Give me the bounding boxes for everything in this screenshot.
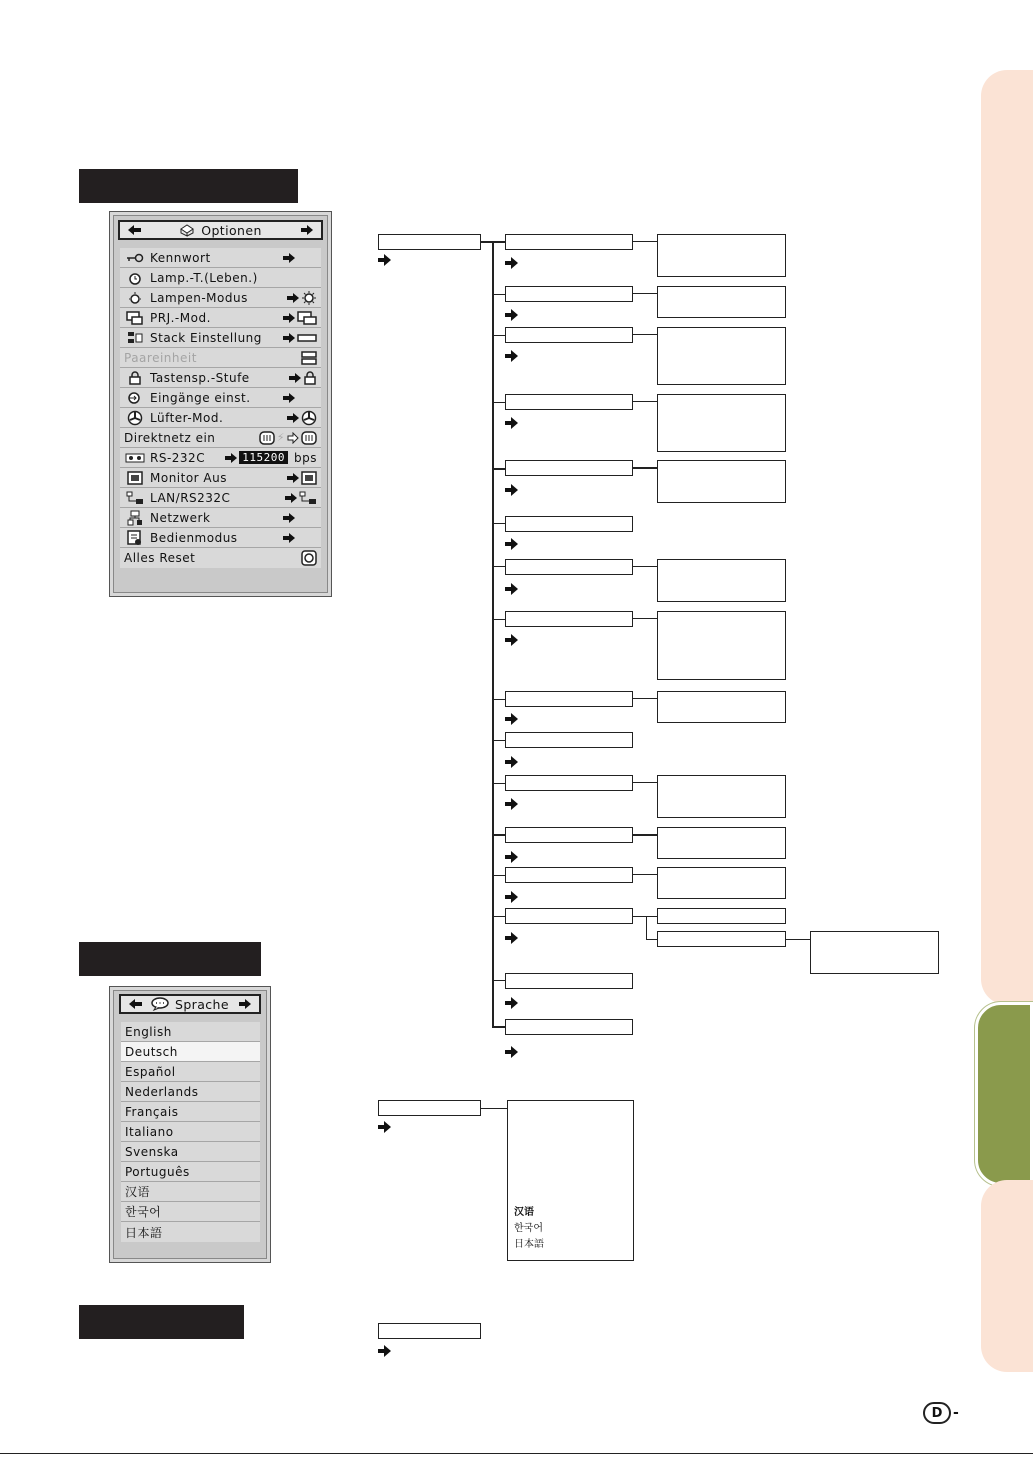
sprache-menu <box>109 986 271 1263</box>
menu-item-label: Alles Reset <box>124 551 196 565</box>
page-number <box>923 1402 959 1424</box>
tree-connector <box>633 874 657 875</box>
tree-connector <box>633 782 657 783</box>
optionen-menu <box>109 211 332 597</box>
section-header-sprache <box>79 942 261 976</box>
tree-option-box <box>657 460 786 503</box>
tree-item-label <box>505 327 633 343</box>
tree-trunk <box>492 241 494 1028</box>
menu-item-label: PRJ.-Mod. <box>150 310 211 325</box>
menu-item-label: LAN/RS232C <box>150 490 231 505</box>
tree-option-box <box>657 691 786 723</box>
tree-connector <box>633 241 657 242</box>
menu-item-eingaenge-einst[interactable] <box>120 388 321 408</box>
forward-arrow-icon <box>378 1345 392 1357</box>
tree-connector <box>492 875 505 876</box>
menu-item-label: Direktnetz ein <box>124 430 216 445</box>
page-number-suffix: - <box>953 1405 959 1421</box>
menu-item-monitor-aus[interactable] <box>120 468 321 488</box>
lock-setting-icon <box>303 371 317 385</box>
rs232-baud-value: 115200 <box>239 451 288 464</box>
tree-subitem-label <box>657 908 786 924</box>
tree-connector <box>633 834 657 836</box>
tree-connector <box>492 740 505 741</box>
language-option-japanese: 日本語 <box>514 1239 544 1250</box>
language-option-chinese: 汉语 <box>514 1207 534 1218</box>
language-option-english[interactable] <box>121 1022 260 1042</box>
forward-arrow-icon <box>505 891 519 903</box>
forward-arrow-icon <box>505 756 519 768</box>
tree-root-label <box>378 1100 481 1116</box>
tree-connector <box>492 468 505 470</box>
forward-arrow-icon <box>289 253 295 263</box>
optionen-menu-list <box>120 248 321 568</box>
tree-connector <box>633 467 657 469</box>
tree-connector <box>786 939 810 940</box>
projector-mode-icon <box>124 311 146 325</box>
tree-connector <box>492 566 505 567</box>
menu-item-label: Lampen-Modus <box>150 290 248 305</box>
rect-icon <box>297 333 317 343</box>
section-header-optionen <box>79 169 298 203</box>
reset-icon <box>301 550 317 566</box>
forward-arrow-icon <box>289 533 295 543</box>
power-off-icon <box>259 431 275 445</box>
tree-connector <box>633 916 657 917</box>
menu-item-bedienmodus[interactable] <box>120 528 321 548</box>
tree-connector <box>492 523 505 524</box>
tree-item-label <box>505 286 633 302</box>
stack-icon <box>124 331 146 345</box>
forward-arrow-icon <box>291 493 297 503</box>
menu-item-label: Kennwort <box>150 250 211 265</box>
language-option-chinese[interactable] <box>121 1182 260 1202</box>
lock-icon <box>124 371 146 385</box>
tree-option-box <box>657 234 786 277</box>
tree-root-label <box>378 234 481 250</box>
forward-arrow-icon <box>378 1121 392 1133</box>
optionen-menu-title-bar[interactable] <box>118 220 323 240</box>
tree-connector <box>492 980 505 981</box>
tree-connector <box>633 334 657 335</box>
tree-connector <box>492 335 505 336</box>
menu-item-lamp-timer[interactable] <box>120 268 321 288</box>
forward-arrow-icon <box>293 473 299 483</box>
tree-option-box <box>657 327 786 385</box>
clock-icon <box>124 271 146 285</box>
forward-arrow-icon <box>505 932 519 944</box>
language-label: Nederlands <box>125 1084 199 1099</box>
forward-arrow-icon <box>289 393 295 403</box>
lamp-icon <box>124 291 146 305</box>
forward-arrow-icon <box>505 257 519 269</box>
tree-connector <box>633 698 657 699</box>
tree-option-box <box>810 931 939 974</box>
optionen-menu-title: Optionen <box>201 222 262 238</box>
tree-connector <box>492 699 505 700</box>
tree-connector <box>633 401 657 402</box>
side-tab-bottom[interactable] <box>981 1180 1033 1372</box>
language-option-svenska[interactable] <box>121 1142 260 1162</box>
tree-connector <box>492 402 505 403</box>
tree-connector <box>492 916 505 917</box>
language-label: Español <box>125 1064 176 1079</box>
menu-item-lampen-modus[interactable] <box>120 288 321 308</box>
side-tab-active[interactable] <box>975 1002 1033 1186</box>
sprache-menu-title-bar[interactable] <box>119 994 261 1014</box>
forward-arrow-icon <box>505 309 519 321</box>
tree-option-box <box>657 827 786 859</box>
forward-arrow-icon <box>231 453 237 463</box>
language-option-portugues[interactable] <box>121 1162 260 1182</box>
language-option-japanese[interactable] <box>121 1222 260 1242</box>
forward-arrow-icon <box>505 538 519 550</box>
tree-connector <box>492 834 505 836</box>
menu-item-stack-einstellung[interactable] <box>120 328 321 348</box>
tree-option-box <box>657 611 786 680</box>
forward-arrow-icon <box>505 1046 519 1058</box>
language-label: Français <box>125 1104 179 1119</box>
left-arrow-icon[interactable] <box>128 225 134 235</box>
lan-mode-icon <box>299 491 317 505</box>
right-arrow-icon[interactable] <box>307 225 313 235</box>
tree-connector <box>646 916 647 940</box>
menu-item-label: Paareinheit <box>124 350 197 365</box>
key-icon <box>124 253 146 263</box>
tree-item-label <box>505 973 633 989</box>
page-number-letter: D <box>923 1402 951 1424</box>
menu-item-netzwerk[interactable] <box>120 508 321 528</box>
rs232-baud-unit: bps <box>294 450 317 465</box>
menu-item-label: Lamp.-T.(Leben.) <box>150 270 258 285</box>
language-label: Italiano <box>125 1124 174 1139</box>
menu-item-label: Lüfter-Mod. <box>150 410 224 425</box>
tree-root-label <box>378 1323 481 1339</box>
tree-option-box <box>657 394 786 452</box>
tree-option-box <box>657 867 786 899</box>
forward-arrow-icon <box>505 713 519 725</box>
tree-subitem-label <box>657 931 786 947</box>
tree-option-box <box>657 286 786 318</box>
bottom-divider <box>0 1453 1033 1454</box>
tree-option-box <box>657 775 786 818</box>
tree-connector <box>492 783 505 784</box>
menu-item-luefter-mod[interactable] <box>120 408 321 428</box>
fan-icon <box>124 410 146 426</box>
input-icon <box>124 391 146 405</box>
forward-arrow-icon <box>505 997 519 1009</box>
lamp-mode-icon <box>301 291 317 305</box>
tree-item-label <box>505 867 633 883</box>
left-arrow-icon[interactable] <box>129 999 135 1009</box>
tree-item-label <box>505 611 633 627</box>
tree-connector <box>633 566 657 567</box>
language-option-espanol[interactable] <box>121 1062 260 1082</box>
menu-item-label: Monitor Aus <box>150 470 227 485</box>
power-on-icon <box>301 431 317 445</box>
monitor-out-icon <box>301 471 317 485</box>
rs232-icon <box>124 453 146 463</box>
language-option-korean[interactable] <box>121 1202 260 1222</box>
forward-arrow-icon <box>505 417 519 429</box>
language-label: Deutsch <box>125 1044 178 1059</box>
forward-arrow-icon <box>505 583 519 595</box>
tree-item-label <box>505 1019 633 1035</box>
language-label: English <box>125 1024 172 1039</box>
forward-arrow-icon <box>505 634 519 646</box>
tree-connector <box>492 1026 505 1028</box>
menu-item-label: Eingänge einst. <box>150 390 251 405</box>
tree-item-label <box>505 775 633 791</box>
fan-mode-icon <box>301 410 317 426</box>
language-label: 汉语 <box>125 1185 151 1199</box>
right-arrow-icon[interactable] <box>245 999 251 1009</box>
tree-connector <box>481 1108 507 1109</box>
tree-item-label <box>505 394 633 410</box>
forward-arrow-icon <box>505 484 519 496</box>
forward-arrow-icon <box>295 373 301 383</box>
language-label: Português <box>125 1164 190 1179</box>
screen-icon <box>297 311 317 325</box>
language-label: Svenska <box>125 1144 179 1159</box>
forward-arrow-icon <box>293 413 299 423</box>
monitor-icon <box>124 471 146 485</box>
forward-arrow-icon <box>505 798 519 810</box>
tree-item-label <box>505 691 633 707</box>
sprache-menu-list <box>121 1022 260 1242</box>
tree-connector <box>633 293 657 294</box>
pair-icon <box>301 351 317 365</box>
menu-item-kennwort[interactable] <box>120 248 321 268</box>
menu-item-label: Stack Einstellung <box>150 330 262 345</box>
tree-item-label <box>505 460 633 476</box>
language-option-box <box>507 1100 634 1261</box>
tree-option-box <box>657 559 786 602</box>
tree-connector <box>633 618 657 619</box>
menu-item-label: Netzwerk <box>150 510 211 525</box>
forward-arrow-icon <box>289 513 295 523</box>
tree-connector <box>492 294 505 295</box>
language-option-deutsch[interactable] <box>121 1042 260 1062</box>
menu-item-rs232c[interactable] <box>120 448 321 468</box>
menu-item-prj-mod[interactable] <box>120 308 321 328</box>
side-tab-top[interactable] <box>981 70 1033 1005</box>
speech-bubble-icon <box>151 997 169 1011</box>
tree-item-label <box>505 732 633 748</box>
options-icon <box>179 224 195 237</box>
language-option-italiano[interactable] <box>121 1122 260 1142</box>
menu-item-paareinheit <box>120 348 321 368</box>
tree-connector <box>646 939 657 940</box>
language-label: 日本語 <box>125 1225 163 1240</box>
forward-arrow-icon <box>289 313 295 323</box>
menu-item-label: RS-232C <box>150 450 206 465</box>
forward-arrow-icon <box>378 254 392 266</box>
forward-arrow-icon <box>505 851 519 863</box>
menu-item-alles-reset[interactable] <box>120 548 321 568</box>
menu-item-direktnetz-ein[interactable]: Direktnetz ein ⚡ <box>120 428 321 448</box>
tree-item-label <box>505 516 633 532</box>
menu-item-tastensp-stufe[interactable] <box>120 368 321 388</box>
forward-arrow-icon <box>293 293 299 303</box>
language-label: 한국어 <box>125 1205 162 1219</box>
tree-item-label <box>505 234 633 250</box>
sprache-menu-title: Sprache <box>175 996 229 1012</box>
language-option-korean: 한국어 <box>514 1223 543 1234</box>
network-icon <box>124 510 146 526</box>
forward-arrow-icon <box>505 350 519 362</box>
language-option-francais[interactable] <box>121 1102 260 1122</box>
tree-item-label <box>505 827 633 843</box>
menu-item-lan-rs232c[interactable] <box>120 488 321 508</box>
tree-item-label <box>505 908 633 924</box>
outline-arrow-icon <box>287 432 299 444</box>
menu-item-label: Tastensp.-Stufe <box>150 370 250 385</box>
menu-item-label: Bedienmodus <box>150 530 238 545</box>
forward-arrow-icon <box>289 333 295 343</box>
operation-icon <box>124 530 146 546</box>
lan-icon <box>124 491 146 505</box>
section-header-third <box>79 1305 244 1339</box>
language-option-nederlands[interactable] <box>121 1082 260 1102</box>
tree-connector <box>492 619 505 620</box>
tree-item-label <box>505 559 633 575</box>
